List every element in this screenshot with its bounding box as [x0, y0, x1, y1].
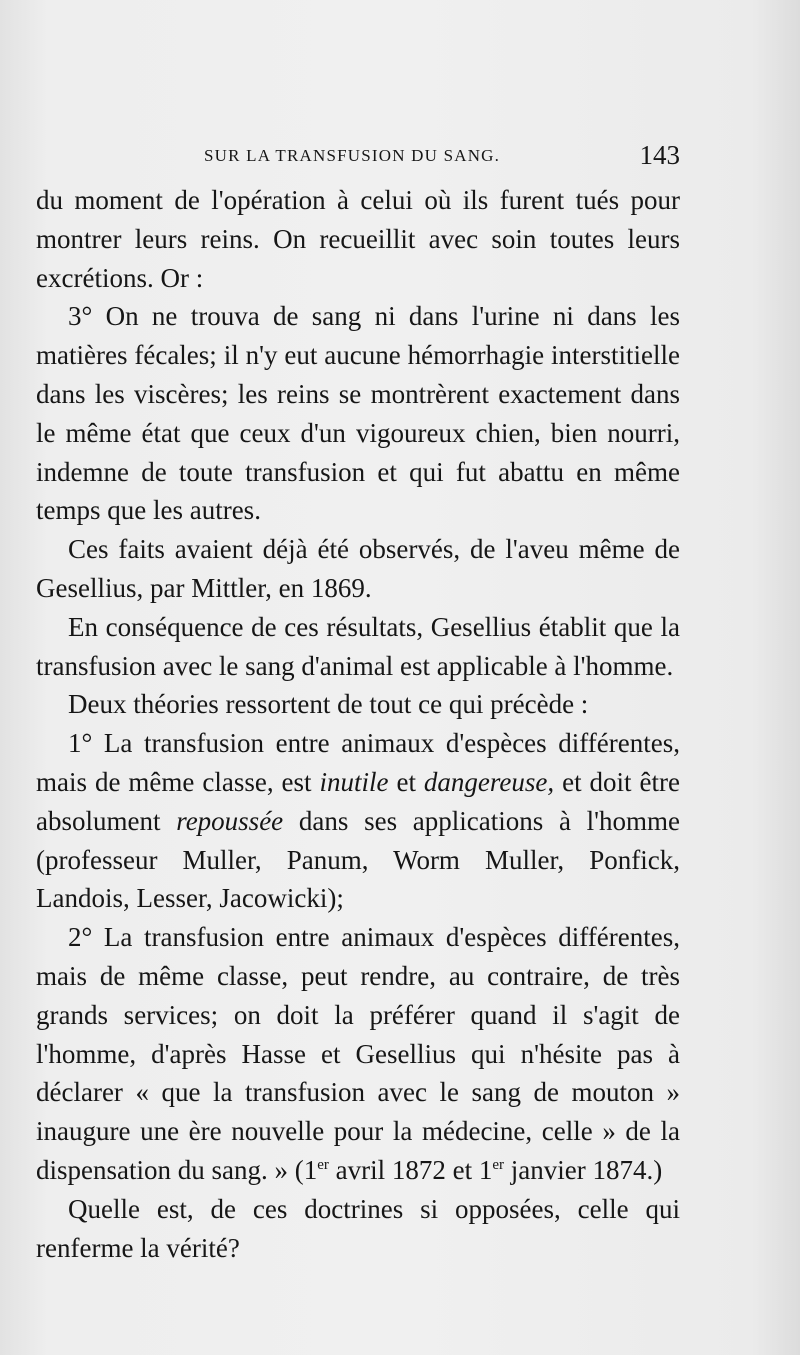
- paragraph-3: Ces faits avaient déjà été observés, de l'aveu même de Gesellius, par Mittler, en 1869.: [36, 534, 680, 603]
- paragraph-8: Quelle est, de ces doctrines si opposées, celle qui renferme la vérité?: [36, 1193, 680, 1263]
- paragraph-1: du moment de l'opération à celui où ils furent tués pour montrer leurs reins. On recueillit avec soin toutes leurs excrétions. Or :: [36, 185, 680, 293]
- running-title: SUR LA TRANSFUSION DU SANG.: [204, 146, 501, 165]
- paragraph-2: 3° On ne trouva de sang ni dans l'urine ni dans les matières fécales; il n'y eut aucune hémorrhagie interstitielle dans les viscères; les reins se montrèrent exactement dans le même état que ceux d'un vigoureux chien, bien nourri, indemne de toute transfusion et qui fut abattu en même temps que les autres.: [36, 301, 680, 526]
- paragraph-6-text-d: dans ses applications à l'homme (professeur Muller, Panum, Worm Muller, Ponfick, Landois, Lesser, Jacowicki);: [36, 805, 680, 914]
- italic-dangereuse: dangereuse,: [423, 766, 555, 797]
- italic-inutile: inutile: [319, 766, 389, 797]
- body-text: [36, 181, 680, 1267]
- ordinal-superscript-1: er: [317, 1156, 329, 1173]
- paragraph-6-text-c: et doit être absolument: [36, 766, 680, 836]
- italic-repoussee: repoussée: [176, 805, 284, 836]
- paragraph-7-text-b: avril 1872 et 1: [328, 1154, 493, 1185]
- paragraph-7-text-a: 2° La transfusion entre animaux d'espèces différentes, mais de même classe, peut rendre, au contraire, de très grands services; on doit la préférer quand il s'agit de l'homme, d'après Hasse et Gesellius qui n'hésite pas à déclarer « que la transfusion avec le sang de mouton » inaugure une ère nouvelle pour la médecine, celle » de la dispensation du sang. » (1: [36, 922, 680, 1185]
- paragraph-6-text-a: 1° La transfusion entre animaux d'espèces différentes, mais de même classe, est: [36, 728, 680, 797]
- paragraph-4: En conséquence de ces résultats, Gesellius établit que la transfusion avec le sang d'animal est applicable à l'homme.: [36, 611, 680, 681]
- page-number: 143: [639, 140, 680, 170]
- paragraph-6-text-b: et: [388, 766, 424, 797]
- page-header: [36, 140, 680, 176]
- paragraph-6: [36, 724, 680, 918]
- paragraph-7-text-c: janvier 1874.): [504, 1154, 663, 1185]
- paragraph-7: [36, 918, 680, 1190]
- paragraph-5: Deux théories ressortent de tout ce qui précède :: [68, 689, 589, 720]
- ordinal-superscript-2: er: [492, 1156, 505, 1173]
